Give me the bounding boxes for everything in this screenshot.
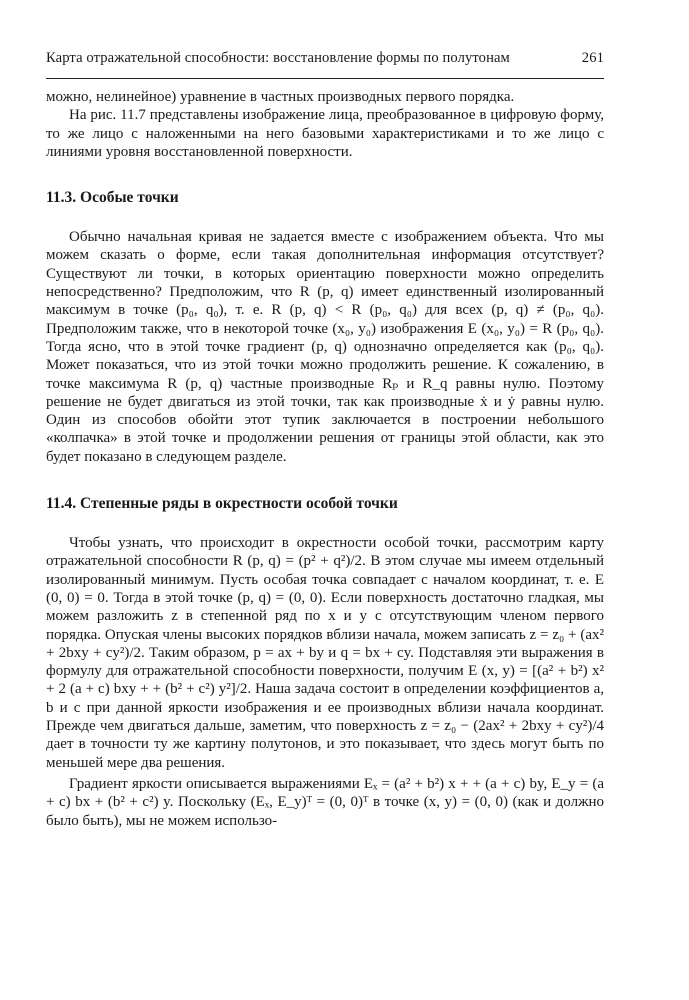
page-number: 261 bbox=[581, 50, 604, 66]
page-body bbox=[46, 88, 604, 830]
paragraph-singular-points: Обычно начальная кривая не задается вместе с изображением объекта. Что мы можем сказать о форме, если такая дополнительная информация отсутствует? Существуют ли точки, в которых ориентацию поверхности можно определить непосредственно? Предположим, что R (p, q) имеет единственный изолированный максимум в точке (p₀, q₀), т. е. R (p, q) < R (p₀, q₀) для всех (p, q) ≠ (p₀, q₀). Предположим также, что в некоторой точке (x₀, y₀) изображения E (x₀, y₀) = R (p₀, q₀). Тогда ясно, что в этой точке градиент (p, q) однозначно определяется как (p₀, q₀). Может показаться, что из этой точки можно продолжить решение. К сожалению, в точке максимума R (p, q) частные производные Rₚ и R_q равны нулю. Поэтому решение не будет двигаться из этой точки, так как производные ẋ и ẏ равны нулю. Один из способов обойти этот тупик заключается в построении небольшого «колпачка» в этой точке и продолжении решения от границы этой области, как это будет показано в следующем разделе. bbox=[46, 229, 604, 465]
paragraph-power-series: Чтобы узнать, что происходит в окрестности особой точки, рассмотрим карту отражательной способности R (p, q) = (p² + q²)/2. В этом случае мы имеем отдельный изолированный минимум. Пусть особая точка совпадает с началом координат, т. е. E (0, 0) = 0. Тогда в этой точке (p, q) = (0, 0). Если поверхность достаточно гладкая, мы можем разложить z в степенной ряд по x и y с отсутствующим членом первого порядка. Опуская члены высоких порядков вблизи начала, можем записать z = z₀ + (ax² + 2bxy + cy²)/2. Таким образом, p = ax + by и q = bx + cy. Подставляя эти выражения в формулу для отражательной способности поверхности, получим E (x, y) = [(a² + b²) x² + 2 (a + c) bxy + + (b² + c²) y²]/2. Наша задача состоит в определении коэффициентов a, b и c при данной яркости изображения и ее производных вблизи начала координат. Прежде чем двигаться дальше, заметим, что поверхность z = z₀ − (2ax² + 2bxy + cy²)/4 дает в точности ту же картину полутонов, и это показывает, что здесь могут быть по меньшей мере два решения. bbox=[46, 535, 604, 771]
paragraph-continued: можно, нелинейное) уравнение в частных производных первого порядка. bbox=[46, 89, 515, 105]
running-head bbox=[46, 49, 604, 67]
running-title: Карта отражательной способности: восстановление формы по полутонам bbox=[46, 50, 510, 66]
paragraph-figure-description: На рис. 11.7 представлены изображение лица, преобразованное в цифровую форму, то же лицо с наложенными на него базовыми характеристиками и то же лицо с линиями уровня восстановленной поверхности. bbox=[46, 107, 604, 160]
header-rule bbox=[46, 78, 604, 79]
section-heading-power-series: 11.4. Степенные ряды в окрестности особой точки bbox=[46, 495, 398, 513]
section-heading-singular-points: 11.3. Особые точки bbox=[46, 189, 179, 207]
paragraph-brightness-gradient: Градиент яркости описывается выражениями Eₓ = (a² + b²) x + + (a + c) by, E_y = (a + c) bx + (b² + c²) y. Поскольку (Eₓ, E_y)ᵀ = (0, 0)ᵀ в точке (x, y) = (0, 0) (как и должно было быть), мы не можем использо- bbox=[46, 775, 604, 829]
